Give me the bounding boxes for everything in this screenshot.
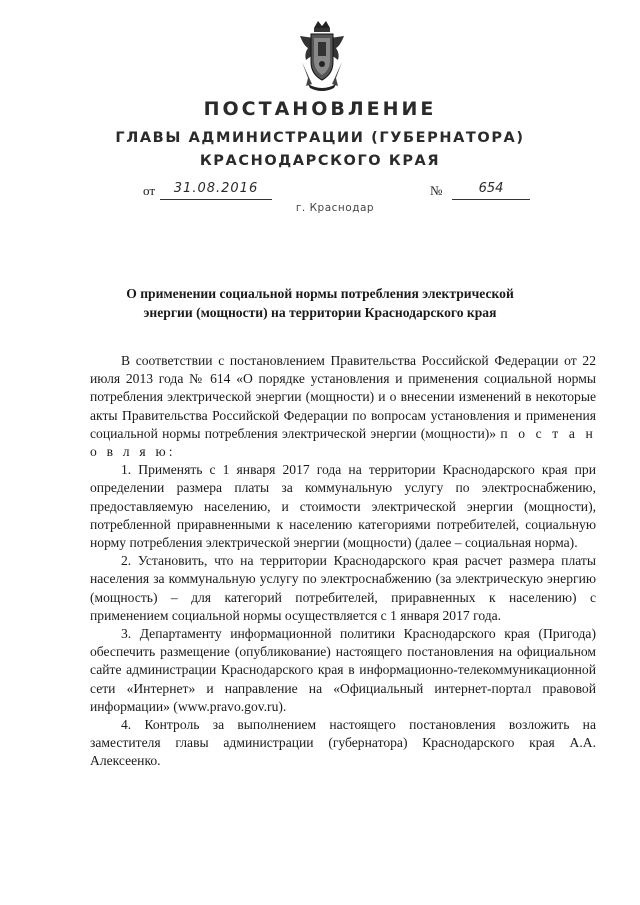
coat-of-arms-emblem (294, 18, 350, 94)
number-label: № (430, 183, 443, 198)
document-title-line-1: О применении социальной нормы потребления электрической (126, 286, 514, 301)
preamble-paragraph (90, 352, 596, 461)
document-type-heading: ПОСТАНОВЛЕНИЕ (203, 98, 437, 120)
item-4-paragraph: 4. Контроль за выполнением настоящего постановления возложить на заместителя главы администрации (губернатора) Краснодарского края А.А. Алексеенко. (90, 717, 596, 769)
item-2-paragraph: 2. Установить, что на территории Краснодарского края расчет размера платы населения за коммунальную услугу по электроснабжению (за электрическую энергию (мощность) – для категорий потребителей, приравненных к населению) с применением социальной нормы осуществляется с 1 января 2017 года. (90, 553, 596, 623)
item-1-paragraph: 1. Применять с 1 января 2017 года на территории Краснодарского края при определении размера платы за коммунальную услугу по электроснабжению, предоставляемую населению, и стоимости электрической энергии (мощности), потребленной приравненными к населению категориями потребителей, социальную норму потребления электрической энергии (мощности) (далее – социальная норма). (90, 462, 596, 551)
item-3-paragraph: 3. Департаменту информационной политики Краснодарского края (Пригода) обеспечить размещение (опубликование) настоящего постановления на официальном сайте администрации Краснодарского края в информационно-телекоммуникационной сети «Интернет» и направление на «Официальный интернет-портал правовой информации» (www.pravo.gov.ru). (90, 626, 596, 714)
region-heading: КРАСНОДАРСКОГО КРАЯ (199, 153, 441, 169)
document-body (90, 352, 596, 771)
date-label: от (143, 183, 156, 198)
preamble-text: В соответствии с постановлением Правительства Российской Федерации от 22 июля 2013 года № 614 «О порядке установления и применения социальной нормы потребления электрической энергии (мощности) и о внесении изменений в некоторые акты Правительства Российской Федерации по вопросам установления и применения социальной нормы потребления электрической энергии (мощности)» (90, 353, 596, 441)
date-value: 31.08.2016 (160, 179, 272, 200)
decree-word: п о с т а н о в л я ю: (90, 425, 597, 460)
document-number: 654 (452, 179, 530, 200)
document-title-line-2: энергии (мощности) на территории Краснодарского края (143, 305, 497, 320)
city-label: г. Краснодар (295, 202, 375, 214)
issuer-heading: ГЛАВЫ АДМИНИСТРАЦИИ (ГУБЕРНАТОРА) (115, 130, 525, 146)
